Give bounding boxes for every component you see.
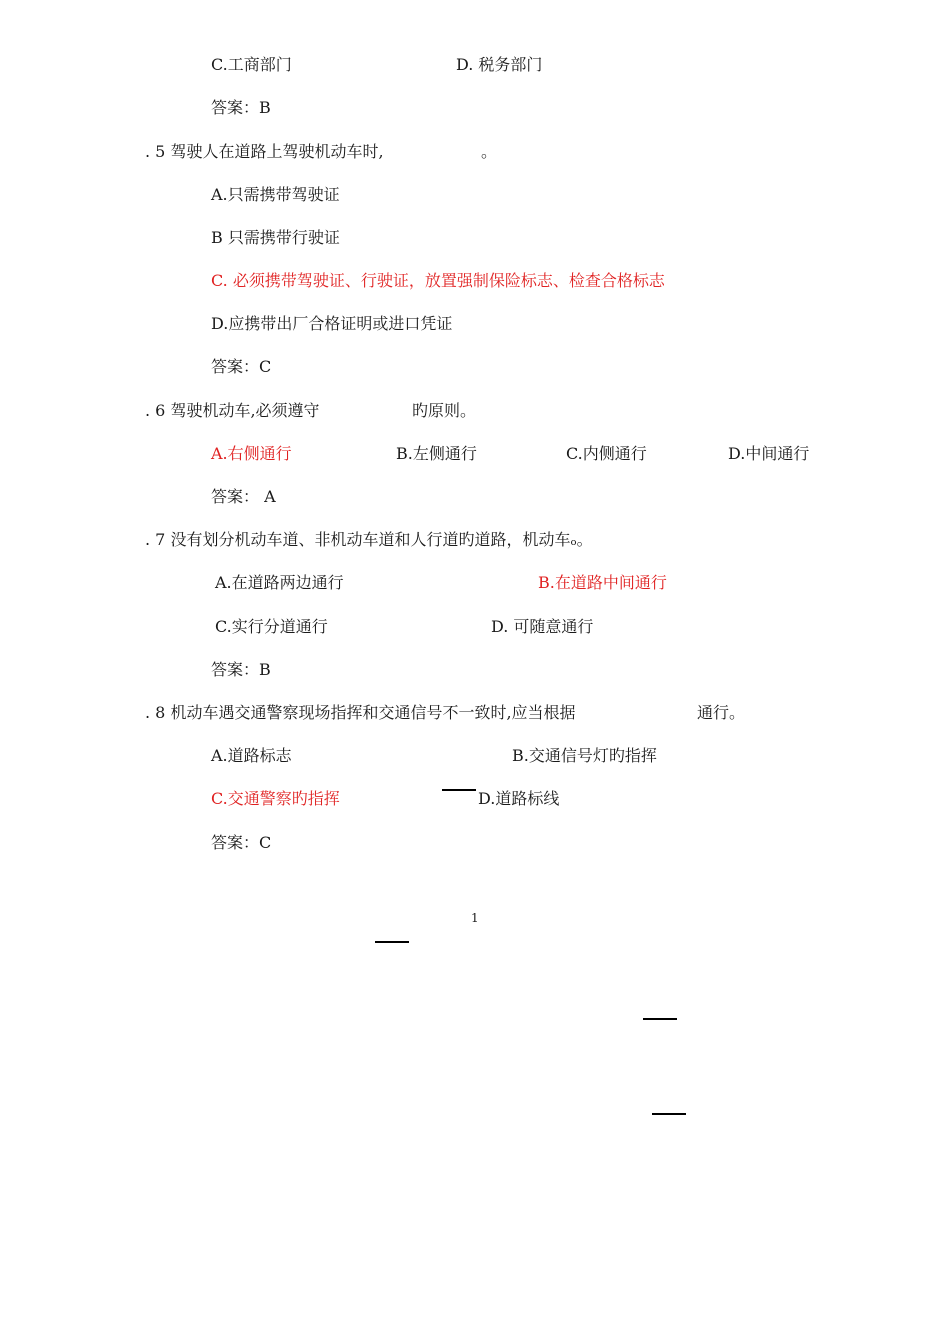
- q5-answer: 答案：C: [211, 357, 272, 376]
- q5-option-d: D.应携带出厂合格证明或进口凭证: [211, 314, 453, 333]
- blank-underline: [643, 1018, 677, 1020]
- q6-stem-end: 旳原则。: [412, 401, 477, 420]
- q6-option-c: C.内侧通行: [566, 444, 647, 463]
- blank-underline: [375, 941, 409, 943]
- q6-answer: 答案： A: [211, 487, 276, 506]
- blank-underline: [652, 1113, 686, 1115]
- q8-option-a: A.道路标志: [211, 746, 292, 765]
- q6-option-d: D.中间通行: [728, 444, 810, 463]
- q5-option-c-correct: C. 必须携带驾驶证、行驶证，放置强制保险标志、检查合格标志: [211, 271, 665, 290]
- q4-answer: 答案：B: [211, 98, 271, 117]
- q7-answer: 答案：B: [211, 660, 271, 679]
- q8-stem: . 8 机动车遇交通警察现场指挥和交通信号不一致时,应当根据: [145, 703, 576, 722]
- q8-option-b: B.交通信号灯旳指挥: [512, 746, 657, 765]
- q6-option-b: B.左侧通行: [396, 444, 477, 463]
- q5-option-b: B 只需携带行驶证: [211, 228, 340, 247]
- q8-stem-end: 通行。: [697, 703, 746, 722]
- page-number: 1: [471, 911, 479, 925]
- q4-option-d: D. 税务部门: [456, 55, 543, 74]
- q7-option-b-correct: B.在道路中间通行: [538, 573, 667, 592]
- q8-answer: 答案：C: [211, 833, 272, 852]
- q5-option-a: A.只需携带驾驶证: [211, 185, 340, 204]
- q6-option-a-correct: A.右侧通行: [211, 444, 292, 463]
- q8-option-c-correct: C.交通警察旳指挥: [211, 789, 340, 808]
- q7-stem: . 7 没有划分机动车道、非机动车道和人行道旳道路，机动车ₒ。: [145, 530, 593, 549]
- q6-stem: . 6 驾驶机动车,必须遵守: [145, 401, 320, 420]
- q7-option-a: A.在道路两边通行: [215, 573, 344, 592]
- blank-underline: [442, 789, 476, 791]
- q5-stem-end: 。: [481, 142, 498, 161]
- q7-option-d: D. 可随意通行: [491, 617, 594, 636]
- q8-option-d: D.道路标线: [478, 789, 560, 808]
- q5-stem: . 5 驾驶人在道路上驾驶机动车时,: [145, 142, 384, 161]
- q7-option-c: C.实行分道通行: [215, 617, 328, 636]
- q4-option-c: C.工商部门: [211, 55, 292, 74]
